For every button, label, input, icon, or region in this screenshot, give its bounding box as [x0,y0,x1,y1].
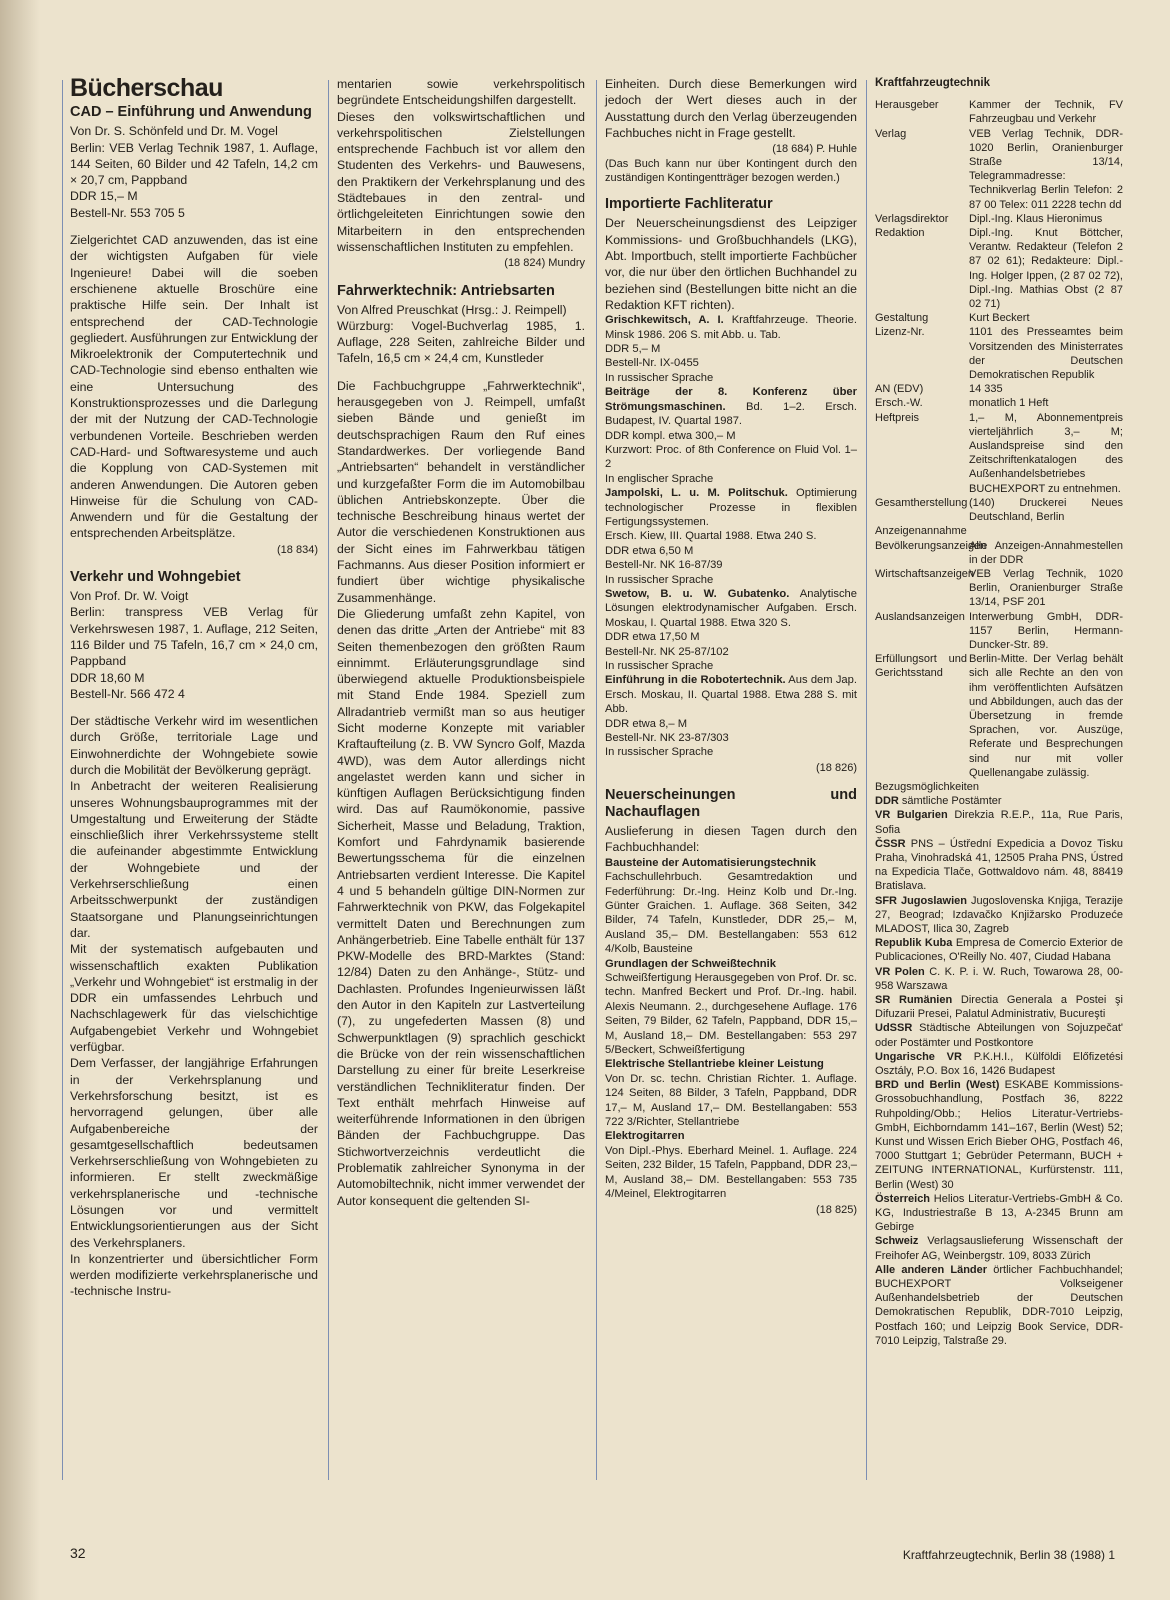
imprint-title: Kraftfahrzeugtechnik [875,77,991,89]
imprint-value: Kurt Beckert [969,312,1030,325]
paragraph: In konzentrierter und übersichtlicher Form werden modifizierte verkehrsplanerische und -technische Instru- [70,1251,318,1299]
distributor: PNS – Ústřední Expedicia a Dovoz Tisku Praha, Vinohradská 41, 12505 Praha PNS, Ústred na Expedicia Tlače, Gottwaldovo nám. 48, 88419 Bratislava. [875,837,1123,893]
item-line: DDR 5,– M [605,343,661,356]
imprint-value: 14 335 [969,383,1003,396]
distribution-item [875,1021,1123,1049]
column-rule [596,80,597,1480]
distributor: Städtische Abteilungen von Sojuzpečat' oder Postämter und Postkontore [875,1022,1123,1049]
imprint-value: (140) Druckerei Neues Deutschland, Berlin [969,496,1123,524]
item-line: In russischer Sprache [605,573,714,586]
imprint-key: AN (EDV) [875,383,924,396]
country: Alle anderen Länder [875,1263,988,1276]
column-rule [328,80,329,1480]
imprint-value: 1101 des Presseamtes beim Vorsitzenden des Ministerrates der Deutschen Demokratischen Republik [969,326,1123,382]
distributor: Empresa de Comercio Exterior de Publicaciones, O'Reilly No. 407, Ciudad Habana [875,937,1123,964]
item-text: Optimierung technologischer Prozesse in flexiblen Fertigungssystemen. [605,487,857,528]
distributor: sämtliche Postämter [898,795,1002,808]
distributor: Jugoslovenska Knjiga, Terazije 27, Beograd; Izdavačko Knjižarsko Produzeće MLADOST, Ilica 30, Zagreb [875,894,1123,935]
item-text: Kraftfahrzeuge. Theorie. Minsk 1986. 206 S. mit Abb. u. Tab. [605,314,857,341]
distributor: Verlagsauslieferung Wissenschaft der Freihofer AG, Weinbergstr. 109, 8033 Zürich [875,1235,1123,1262]
distributor: Helios Literatur-Vertriebs-GmbH & Co. KG, Industriestraße B 13, A-2345 Brunn am Gebirge [875,1192,1123,1234]
list-item [605,486,857,529]
review-title-fahrwerk: Fahrwerktechnik: Antriebsarten [337,282,555,299]
paragraph: Mit der systematisch aufgebauten und wissenschaftlich exakten Publikation „Verkehr und Wohngebiet“ ist erstmalig in der DDR ein umfassendes Lehrbuch und Nachschlagewerk für das vielschichtige Aufgabengebiet Verkehr und Wohngebiet verfügbar. [70,942,318,1055]
item-line: DDR etwa 6,50 M [605,544,694,557]
review-meta-cad [70,123,318,221]
item-line: Bestell-Nr. NK 16-87/39 [605,559,723,572]
item-line: DDR kompl. etwa 300,– M [605,429,736,442]
section-title: Bücherschau [70,74,223,102]
item-title: Grundlagen der Schweißtechnik [605,957,776,970]
imprint-value: Kammer der Technik, FV Fahrzeugbau und Verkehr [969,99,1123,126]
item-title: Elektrische Stellantriebe kleiner Leistung [605,1058,824,1071]
page-number: 32 [70,1545,86,1561]
meta-line: Bestell-Nr. 553 705 5 [70,205,185,220]
review-title-verkehr: Verkehr und Wohngebiet [70,569,241,586]
distribution-item [875,837,1123,894]
item-title: Elektrogitarren [605,1130,685,1143]
paragraph: mentarien sowie verkehrspolitisch begründete Entscheidungshilfen dargestellt. [337,77,585,108]
paragraph: Die Fachbuchgruppe „Fahrwerktechnik“, herausgegeben von J. Reimpell, umfaßt sieben Bände und genießt im deutschsprachigen Raum den Ruf eines Standardwerkes. Der vorliegende Band „Antriebsarten“ behandelt in verständlicher und kurzgefaßter Form die im Automobilbau üblichen Antriebskonzepte. Über die technische Beschreibung hinaus wertet der Autor die verschiedenen Konstruktionen aus der Sicht eines im Fahrwerkbau tätigen Fachmanns. Aus dieser Position informiert er fundiert über wichtige physikalische Zusammenhänge. [337,378,585,605]
paragraph: Dieses den volkswirtschaftlichen und verkehrspolitischen Zielstellungen entsprechende Fachbuch ist vor allem den Studenten des Verkehrs- und Bauwesens, den Praktikern der Verkehrsplanung und des Städtebaues in den zentral- und örtlichgeleiteten Einrichtungen sowie den Mitarbeitern in den entsprechenden wissenschaftlichen Instituten zu empfehlen. [337,109,585,254]
imprint-key: Lizenz-Nr. [875,326,925,339]
imprint-key: Erfüllungsort und Gerichtsstand [875,653,967,680]
imprint-value: Interwerbung GmbH, DDR-1157 Berlin, Hermann-Duncker-Str. 89. [969,610,1123,651]
review-ref: (18 825) [816,1203,857,1216]
distribution-item [875,936,1123,964]
country: UdSSR [875,1022,913,1035]
meta-line: DDR 15,– M [70,189,138,204]
distribution-item [875,1263,1123,1348]
column-1 [70,74,318,1300]
page-shadow [0,0,40,1600]
review-ref: (18 684) P. Huhle [772,143,857,156]
column-rule [62,80,63,1480]
imprint-key: Auslandsanzeigen [875,610,965,623]
anzeigen-label: Anzeigenannahme [875,525,967,538]
imprint-key: Verlag [875,127,907,140]
item-line: Bestell-Nr. NK 25-87/102 [605,645,729,658]
review-title-import: Importierte Fachliteratur [605,196,773,213]
imprint-key: Wirtschaftsanzeigen [875,567,975,580]
note: (Das Buch kann nur über Kontingent durch den zuständigen Kontingentträger bezogen werden.) [605,158,857,185]
new-releases-list [605,856,857,1202]
meta-line: DDR 18,60 M [70,670,145,685]
item-line: Ersch. Kiew, III. Quartal 1988. Etwa 240 S. [605,530,817,543]
imprint-value: VEB Verlag Technik, 1020 Berlin, Oranienburger Straße 13/14, PSF 201 [969,567,1123,609]
column-2 [337,76,585,1209]
review-ref: (18 826) [816,761,857,774]
country: BRD und Berlin (West) [875,1079,1000,1092]
country: VR Bulgarien [875,809,948,822]
paragraph: Der städtische Verkehr wird im wesentlichen durch Größe, territoriale Lage und Einwohnerdichte der Wohngebiete sowie durch die Mobilität der Bevölkerung geprägt. [70,714,318,777]
list-item [605,313,857,342]
item-text: Analytische Lösungen elektrodynamischer Aufgaben. Ersch. Moskau, I. Quartal 1988. Etwa 320 S. [605,587,857,629]
import-list [605,313,857,760]
bezug-list [875,794,1123,1348]
country: SR Rumänien [875,994,953,1006]
item-line: In russischer Sprache [605,371,714,384]
meta-line: Von Dr. S. Schönfeld und Dr. M. Vogel [70,124,278,139]
column-3 [605,76,857,1218]
journal-footer: Kraftfahrzeugtechnik, Berlin 38 (1988) 1 [902,1548,1115,1562]
item-line: In englischer Sprache [605,472,714,485]
country: Schweiz [875,1235,919,1248]
distribution-item [875,993,1123,1021]
country: SFR Jugoslawien [875,894,967,907]
imprint-value: Alle Anzeigen-Annahmestellen in der DDR [969,539,1123,566]
country: VR Polen [875,965,925,978]
distribution-item [875,1078,1123,1192]
paragraph: Auslieferung in diesen Tagen durch den Fachbuchhandel: [605,824,857,855]
item-text: Fachschullehrbuch. Gesamtredaktion und Federführung: Dr.-Ing. Heinz Kolb und Dr.-Ing. Günter Graichen. 1. Auflage. 368 Seiten, 342 Bilder, 74 Tafeln, Kunstleder, DDR 25,– M, Ausland 35,– DM. Bestellangaben: 553 612 4/Kolb, Bausteine [605,871,857,956]
distribution-item [875,1234,1123,1262]
distributor: P.K.H.I., Külföldi Előfizetési Osztály, P.O. Box 16, 1426 Budapest [875,1050,1123,1078]
imprint-table [875,98,1123,524]
item-line: In russischer Sprache [605,746,714,759]
review-ref: (18 834) [277,543,318,556]
item-line: Bestell-Nr. IX-0455 [605,357,699,370]
imprint-value: Dipl.-Ing. Klaus Hieronimus [969,212,1103,225]
country: Ungarische VR [875,1050,962,1063]
distribution-item [875,808,1123,836]
imprint-key: Heftpreis [875,411,920,424]
meta-line: Berlin: VEB Verlag Technik 1987, 1. Auflage, 144 Seiten, 60 Bilder und 42 Tafeln, 14,2 cm × 20,7 cm, Pappband [70,140,318,188]
meta-line: Bestell-Nr. 566 472 4 [70,686,185,701]
meta-line: Berlin: transpress VEB Verlag für Verkehrswesen 1987, 1. Auflage, 212 Seiten, 116 Bilder und 75 Tafeln, 16,7 cm × 24,0 cm, Pappband [70,605,318,669]
item-line: Bestell-Nr. NK 23-87/303 [605,732,729,745]
imprint-key: Gestaltung [875,312,929,325]
imprint-key: Bevölkerungsanzeigen [875,539,987,552]
country: DDR [875,795,899,808]
distributor: örtlicher Fachbuchhandel; BUCHEXPORT Volkseigener Außenhandelsbetrieb der Deutschen Demokratischen Republik, DDR-7010 Leipzig, Postfach 160; und Leipzig Book Service, DDR-7010 Leipzig, Talstraße 29. [875,1263,1123,1347]
country: Republik Kuba [875,937,953,950]
item-line: DDR etwa 17,50 M [605,631,700,644]
imprint-key: Verlagsdirektor [875,212,949,225]
distribution-item [875,894,1123,937]
distribution-item [875,1050,1123,1078]
item-text: Von Dipl.-Phys. Eberhard Meinel. 1. Auflage. 224 Seiten, 232 Bilder, 15 Tafeln, Pappband, DDR 23,– M, Ausland 38,– DM. Bestellangaben: 553 735 4/Meinel, Elektrogitarren [605,1144,857,1201]
item-line: In russischer Sprache [605,660,714,673]
review-text-cad: Zielgerichtet CAD anzuwenden, das ist eine der wichtigsten Aufgaben für viele Ingenieure! Dabei will die soeben erschienene aktuelle Broschüre eine praktische Hilfe sein. Der Inhalt ist entsprechend der CAD-Technologie gegliedert. Ausführungen zur Entwicklung der Mikroelektronik der Computertechnik und CAD-Technologie sind ebenso enthalten wie eine Untersuchung des Konstruktionsprozesses und die Darlegung der mit der Nutzung der CAD-Technologie verbundenen Vorteile. Beschrieben werden CAD-Hard- und Softwaresysteme und auch die Kopplung von CAD-Systemen mit anderen Anwendungen. Die Autoren geben Hinweise für die Schulung von CAD-Anwendern und für die Gestaltung der entsprechenden Arbeitsplätze. [70,233,318,541]
item-title: Einführung in die Robotertechnik. [605,674,786,687]
imprint-key: Redaktion [875,227,925,240]
meta-line: Würzburg: Vogel-Buchverlag 1985, 1. Auflage, 228 Seiten, zahlreiche Bilder und Tafeln, 16,5 cm × 24,4 cm, Kunstleder [337,318,585,366]
anzeigen-table [875,539,1123,780]
meta-line: Von Alfred Preuschkat (Hrsg.: J. Reimpell) [337,302,567,317]
item-text: Aus dem Jap. Ersch. Moskau, II. Quartal 1988. Etwa 288 S. mit Abb. [605,674,857,716]
list-item [605,673,857,716]
column-rule [866,80,867,1480]
item-text: Schweißfertigung Herausgegeben von Prof. Dr. sc. techn. Manfred Beckert und Prof. Dr.-Ing. habil. Alexis Neumann. 2., durchgesehene Auflage. 176 Seiten, 79 Bilder, 62 Tafeln, Pappband, DDR 15,– M, Ausland 18,– DM. Bestellangaben: 553 297 5/Beckert, Schweißfertigung [605,972,857,1057]
review-ref: (18 824) Mundry [504,257,585,270]
paragraph: In Anbetracht der weiteren Realisierung unseres Wohnungsbauprogrammes mit der Umgestaltung und Erweiterung der Städte einschließlich ihrer Verkehrssysteme stellt die aufeinander abgestimmte Entwicklung der Wohngebiete und der Verkehrserschließung einen Arbeitsschwerpunkt der zuständigen Staatsorgane und Planungseinrichtungen dar. [70,779,318,940]
imprint-value: monatlich 1 Heft [969,397,1049,410]
item-line: Kurzwort: Proc. of 8th Conference on Fluid Vol. 1–2 [605,443,857,471]
distribution-item [875,965,1123,993]
paragraph: Dem Verfasser, der langjährige Erfahrungen in der Verkehrsplanung und Verkehrsforschung besitzt, ist es hervorragend gelungen, über alle Aufgabenbereiche der gesamtgesellschaftlich bedeutsamen Verkehrserschließung von Wohngebieten zu informieren. Er stellt zweckmäßige verkehrsplanerische und -technische Lösungen vor und vermittelt Entwicklungsorientierungen aus der Sicht des Verkehrsplaners. [70,1056,318,1250]
item-title: Jampolski, L. u. M. Politschuk. [605,487,788,500]
review-title-cad: CAD – Einführung und Anwendung [70,104,312,121]
item-title: Grischkewitsch, A. I. [605,314,724,327]
meta-line: Von Prof. Dr. W. Voigt [70,589,189,604]
review-meta-verkehr [70,588,318,702]
list-item [605,385,857,428]
distributor: Directia Generala a Postei şi Difuzarii Presei, Palatul Administrativ, Bucureşti [875,994,1123,1021]
imprint-key: Ersch.-W. [875,397,923,410]
item-text: Von Dr. sc. techn. Christian Richter. 1. Auflage. 124 Seiten, 88 Bilder, 3 Tafeln, Pappband, DDR 17,– M, Ausland 17,– DM. Bestellangaben: 553 722 3/Richter, Stellantriebe [605,1072,857,1129]
distribution-item [875,1192,1123,1235]
distributor: Direkzia R.E.P., 11a, Rue Paris, Sofia [875,809,1123,836]
imprint-value: Berlin-Mitte. Der Verlag behält sich alle Rechte an den von ihm veröffentlichten Aufsätzen und Abbildungen, auch das der Übersetzung in fremde Sprachen, vor. Auszüge, Referate und Besprechungen sind nur mit voller Quellenangabe zulässig. [969,653,1123,779]
item-title: Beiträge der 8. Konferenz über Strömungsmaschinen. [605,386,857,413]
bezug-label: Bezugsmöglichkeiten [875,780,979,793]
item-line: DDR etwa 8,– M [605,717,688,730]
paragraph: Die Gliederung umfaßt zehn Kapitel, von denen das dritte „Arten der Antriebe“ mit 83 Seiten themenbezogen den größten Raum einnimmt. Erläuterungsgrundlage sind überwiegend aktuelle Produktionsbeispiele mit Stand Ende 1984. Speziell zum Allradantrieb vermißt man so aus heutiger Sicht moderne Konzepte mit variabler Kraftaufteilung (z. B. VW Syncro Golf, Mazda 4WD), was dem Autor allerdings nicht angelastet werden kann und sicher in künftigen Auflagen Berücksichtigung finden wird. Das auf Raumökonomie, passive Sicherheit, Masse und Beladung, Traktion, Komfort und Fahrdynamik basierende Bewertungsschema für die einzelnen Antriebsarten verdient Interesse. Die Kapitel 4 und 5 behandeln gültige DIN-Normen zur Fahrwerktechnik von PKW, das Folgekapitel vermittelt Daten und Berechnungen zum Anhängerbetrieb. Eine Tabelle enthält für 137 PKW-Modelle des BRD-Marktes (Stand: 12/84) Daten zu den Anhänge-, Stütz- und Dachlasten. Profundes Ingenieurwissen läßt den Autor in den Kapiteln zur Lastverteilung (7), zu ungefederten Massen (8) und Schwerpunktlagen (9) sprachlich geschickt die Brücke von der rein wissenschaftlichen Darstellung zu einer für breite Leserkreise verständlichen Technikliteratur finden. Der Text enthält mehrfach Hinweise auf weiterführende Informationen in den übrigen Bänden der Fachbuchgruppe. Das Stichwortverzeichnis verdeutlicht die Problematik zahlreicher Synonyma in der Automobiltechnik, nicht immer verwendet der Autor konsequent die geltenden SI- [337,606,585,1208]
item-text: Bd. 1–2. Ersch. Budapest, IV. Quartal 1987. [605,400,857,428]
imprint-value: 1,– M, Abonnementpreis vierteljährlich 3,– M; Auslandspreise sind den Zeitschriftenkatalogen des Außenhandelsbetriebes BUCHEXPORT zu entnehmen. [969,411,1123,495]
review-title-neu: Neuerscheinungen und Nachauflagen [605,787,857,821]
imprint-key: Gesamtherstellung [875,496,968,509]
distribution-item [875,794,1123,808]
distributor: ESKABE Kommissions-Grossobuchhandlung, Postfach 36, 8222 Ruhpolding/Obb.; Helios Literatur-Vertriebs-GmbH, Eichborndamm 141–167, Berlin (West) 52; Kunst und Wissen Erich Bieber OHG, Postfach 46, 7000 Stuttgart 1; Gebrüder Petermann, BUCH + ZEITUNG INTERNATIONAL, Kurfürstenstr. 111, Berlin (West) 30 [875,1079,1123,1191]
country: Österreich [875,1192,931,1205]
imprint-value: Dipl.-Ing. Knut Böttcher, Verantw. Redakteur (Telefon 2 87 02 61); Redakteure: Dipl.-Ing. Holger Ippen, (2 87 02 72), Dipl.-Ing. Mathias Obst (2 87 02 71) [969,227,1123,311]
imprint-key: Herausgeber [875,99,939,112]
paragraph: Einheiten. Durch diese Bemerkungen wird jedoch der Wert dieses auch in der Ausstattung durch den Verlag überzeugenden Fachbuches nicht in Frage gestellt. [605,77,857,140]
column-4-imprint [875,76,1123,1348]
paragraph: Der Neuerscheinungsdienst des Leipziger Kommissions- und Großbuchhandels (LKG), Abt. Importbuch, stellt importierte Fachbücher vor, die nur über den örtlichen Buchhandel zu beziehen sind (Bestellungen bitte nicht an die Redaktion KFT richten). [605,216,857,312]
imprint-value: VEB Verlag Technik, DDR-1020 Berlin, Oranienburger Straße 13/14, Telegrammadresse: Technikverlag Berlin Telefon: 2 87 00 Telex: 011 2228 techn dd [969,127,1123,211]
item-title: Swetow, B. u. W. Gubatenko. [605,587,790,600]
list-item [605,587,857,630]
country: ČSSR [875,837,906,850]
distributor: C. K. P. i. W. Ruch, Towarowa 28, 00-958 Warszawa [875,965,1123,992]
item-title: Bausteine der Automatisierungstechnik [605,856,816,869]
